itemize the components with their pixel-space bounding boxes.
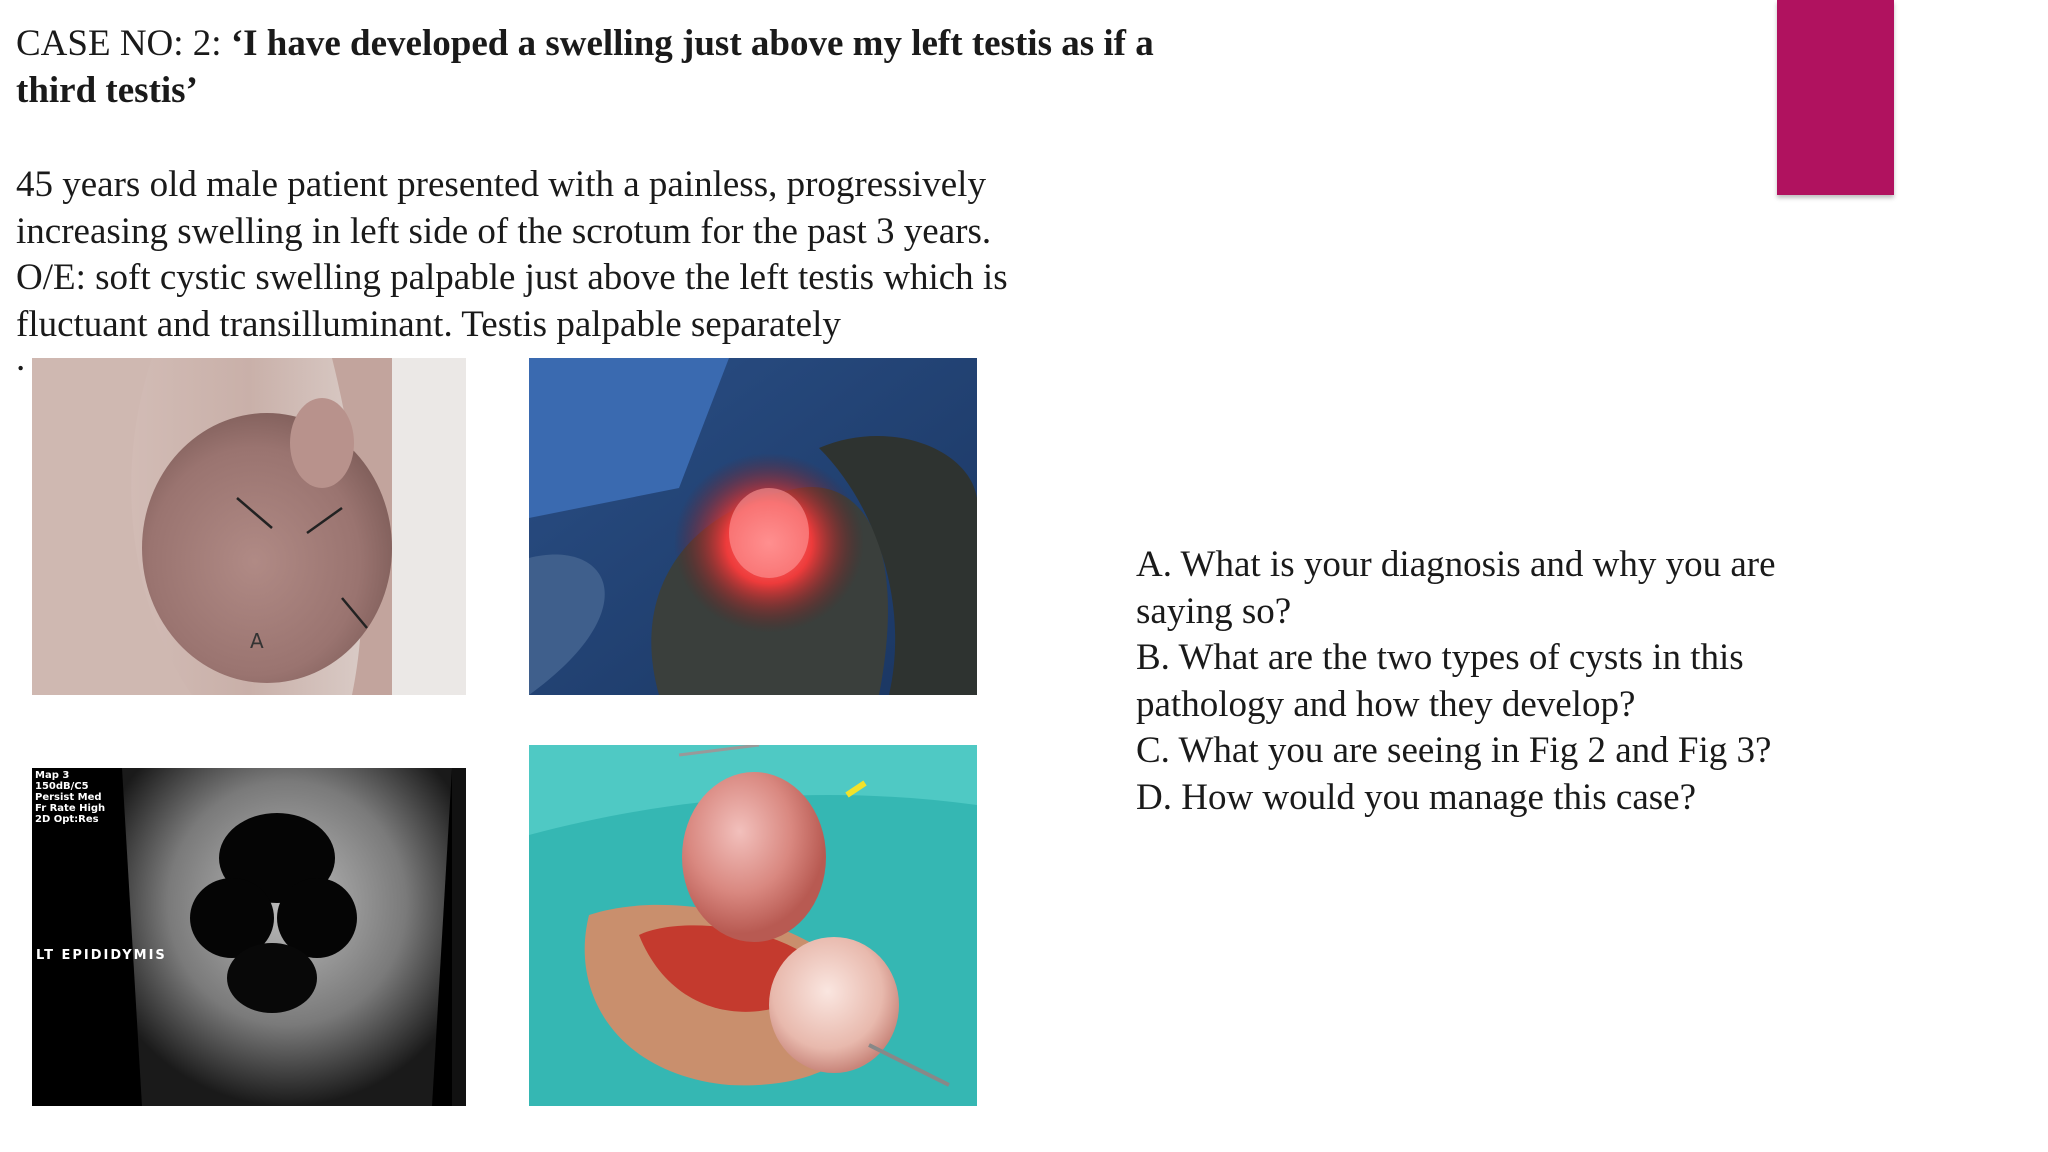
case-line-2: increasing swelling in left side of the scrotum for the past 3 years.	[16, 210, 992, 252]
case-description	[16, 162, 1236, 379]
figure-1-label: A	[250, 629, 264, 653]
figure-2-transillumination-photo	[529, 358, 977, 695]
case-line-4: fluctuant and transilluminant. Testis palpable separately	[16, 303, 841, 345]
ultrasound-meta-text: Map 3 150dB/C5 Persist Med Fr Rate High 2D Opt:Res	[35, 770, 106, 825]
slide-title	[16, 20, 1356, 114]
case-line-1: 45 years old male patient presented with a painless, progressively	[16, 164, 986, 205]
case-trailing-dot: .	[16, 338, 26, 379]
title-prefix: CASE NO: 2:	[16, 23, 231, 64]
accent-bar	[1777, 0, 1894, 195]
question-c: C. What you are seeing in Fig 2 and Fig 3?	[1136, 730, 1772, 771]
question-d: D. How would you manage this case?	[1136, 776, 1697, 818]
title-quote-line2: third testis’	[16, 70, 198, 111]
figure-1-clinical-photo	[32, 358, 466, 695]
question-b-line2: pathology and how they develop?	[1136, 683, 1636, 725]
question-a-line2: saying so?	[1136, 590, 1292, 632]
figure-3-ultrasound-image	[32, 768, 466, 1106]
question-b-line1: B. What are the two types of cysts in this	[1136, 637, 1744, 678]
figure-4-intraoperative-photo	[529, 745, 977, 1106]
questions-list	[1136, 542, 1976, 821]
question-a-line1: A. What is your diagnosis and why you are	[1136, 544, 1776, 585]
ultrasound-label: LT EPIDIDYMIS	[36, 948, 167, 963]
title-quote-line1: ‘I have developed a swelling just above my left testis as if a	[230, 23, 1154, 64]
case-line-3: O/E: soft cystic swelling palpable just above the left testis which is	[16, 257, 1008, 298]
